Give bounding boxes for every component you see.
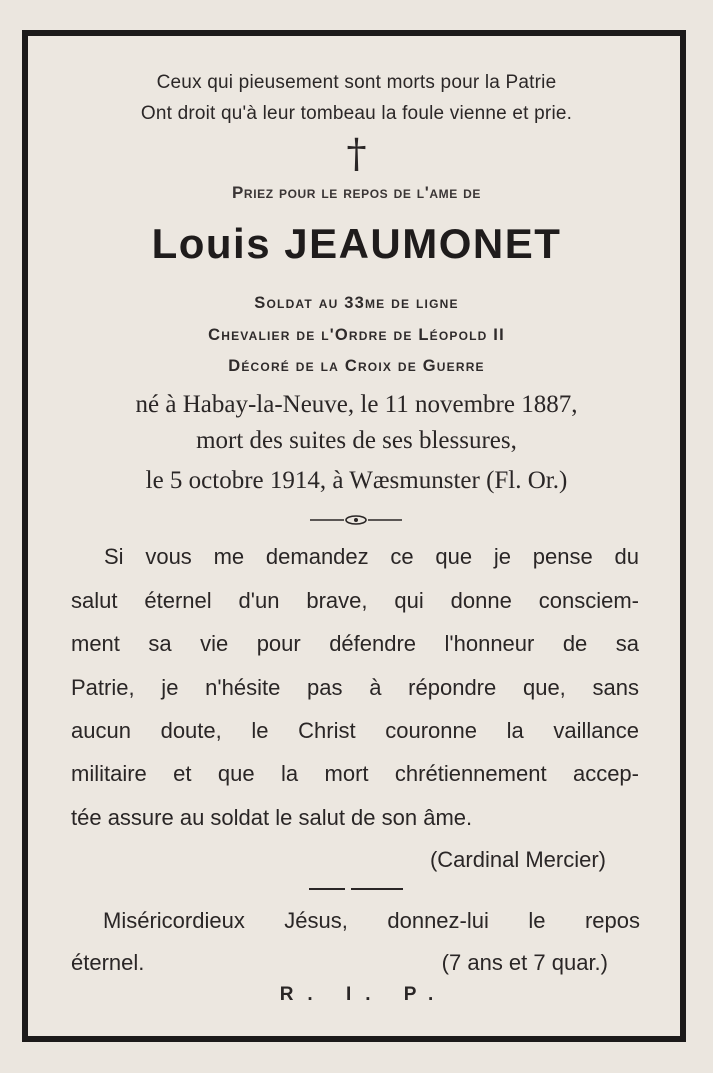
indulgence-note: (7 ans et 7 quar.) [441,950,608,975]
prayer-heading: Priez pour le repos de l'ame de [231,183,481,202]
epigraph-line-1: Ceux qui pieusement sont morts pour la Patrie [156,72,557,93]
title-line-2: Chevalier de l'Ordre de Léopold II [208,326,505,344]
divider-rule-left [309,888,345,890]
bio-line-death-date: le 5 octobre 1914, à Wæsmunster (Fl. Or.) [145,467,568,494]
epigraph-line-2: Ont droit qu'à leur tombeau la foule vienne et prie. [140,103,573,124]
final-prayer-line-1 [103,908,640,934]
final-prayer-line-2-left: éternel. [71,950,145,975]
quote-line-6: militaire et que la mort chrétiennement accep- [71,761,639,786]
deceased-name: Louis JEAUMONET [151,220,562,267]
bio-line-birth: né à Habay-la-Neuve, le 11 novembre 1887, [135,391,578,418]
bio-line-death-cause: mort des suites de ses blessures, [196,427,517,454]
quote-line-2: salut éternel d'un brave, qui donne consciem- [71,588,639,613]
quote-line-1-text: Si vous me demandez ce que je pense du [104,544,639,569]
final-prayer-line-1-text: Miséricordieux Jésus, donnez-lui le repos [103,908,640,933]
black-border-frame [22,30,686,1042]
quote-line-1 [104,544,639,570]
ornament-divider-icon [308,513,404,527]
quote-attribution: (Cardinal Mercier) [429,847,606,872]
rip-closing: R. I. P. [279,984,448,1005]
cross-icon: † [346,131,367,177]
title-line-1: Soldat au 33me de ligne [254,294,459,312]
quote-line-4: Patrie, je n'hésite pas à répondre que, sans [71,675,639,700]
title-line-3: Décoré de la Croix de Guerre [228,357,485,375]
divider-rule-right [351,888,403,890]
quote-line-3: ment sa vie pour défendre l'honneur de sa [71,631,639,656]
quote-line-5: aucun doute, le Christ couronne la vaillance [71,718,639,743]
quote-line-7: tée assure au soldat le salut de son âme. [71,805,473,830]
